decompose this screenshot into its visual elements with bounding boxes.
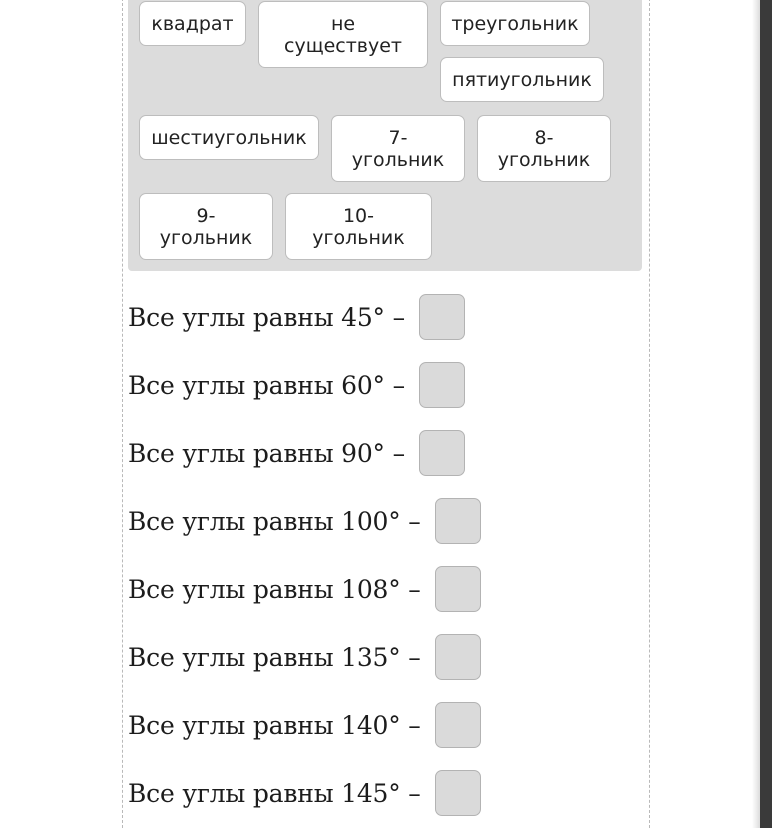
- statement-text: Все углы равны 135° –: [128, 642, 421, 672]
- drop-slot[interactable]: [419, 362, 465, 408]
- statement-text: Все углы равны 90° –: [128, 438, 405, 468]
- statement-row-90: [128, 430, 465, 476]
- statement-row-108: [128, 566, 481, 612]
- chip-label-line-1: 8-: [534, 126, 554, 149]
- chip-label: квадрат: [151, 12, 234, 35]
- statement-row-45: [128, 294, 465, 340]
- drop-slot[interactable]: [419, 430, 465, 476]
- chip-pyatiugolnik[interactable]: [440, 57, 604, 102]
- statement-row-100: [128, 498, 481, 544]
- chip-9-ugolnik[interactable]: [139, 193, 273, 260]
- statement-text: Все углы равны 100° –: [128, 506, 421, 536]
- drop-slot[interactable]: [435, 634, 481, 680]
- chip-label-line-2: угольник: [312, 226, 405, 249]
- chip-ne-sushchestvuet[interactable]: [258, 1, 428, 68]
- statement-row-140: [128, 702, 481, 748]
- statement-row-135: [128, 634, 481, 680]
- drop-slot[interactable]: [419, 294, 465, 340]
- chip-kvadrat[interactable]: [139, 1, 246, 46]
- drop-slot[interactable]: [435, 498, 481, 544]
- screen-edge: [760, 0, 772, 828]
- statement-text: Все углы равны 145° –: [128, 778, 421, 808]
- statement-text: Все углы равны 140° –: [128, 710, 421, 740]
- statement-text: Все углы равны 45° –: [128, 302, 405, 332]
- chip-10-ugolnik[interactable]: [285, 193, 432, 260]
- chip-treugolnik[interactable]: [440, 1, 590, 46]
- statement-text: Все углы равны 108° –: [128, 574, 421, 604]
- chip-label-line-2: угольник: [351, 148, 445, 171]
- chip-label-line-2: угольник: [159, 226, 253, 249]
- chip-label: шестиугольник: [151, 126, 307, 149]
- statement-row-60: [128, 362, 465, 408]
- statement-row-145: [128, 770, 481, 816]
- chip-label-line-1: 9-: [196, 204, 216, 227]
- chip-label-line-2: угольник: [497, 148, 591, 171]
- drop-slot[interactable]: [435, 702, 481, 748]
- drop-slot[interactable]: [435, 770, 481, 816]
- chip-label: треугольник: [451, 12, 579, 35]
- chip-label-line-2: существует: [284, 34, 402, 57]
- chip-label-line-1: 10-: [342, 204, 375, 227]
- chip-shestiugolnik[interactable]: [139, 115, 319, 160]
- chip-8-ugolnik[interactable]: [477, 115, 611, 182]
- chip-label: пятиугольник: [452, 68, 592, 91]
- screen-edge-shade: [752, 0, 760, 828]
- statement-text: Все углы равны 60° –: [128, 370, 405, 400]
- chip-label-line-1: не: [330, 12, 356, 35]
- chip-7-ugolnik[interactable]: [331, 115, 465, 182]
- drop-slot[interactable]: [435, 566, 481, 612]
- chip-label-line-1: 7-: [388, 126, 408, 149]
